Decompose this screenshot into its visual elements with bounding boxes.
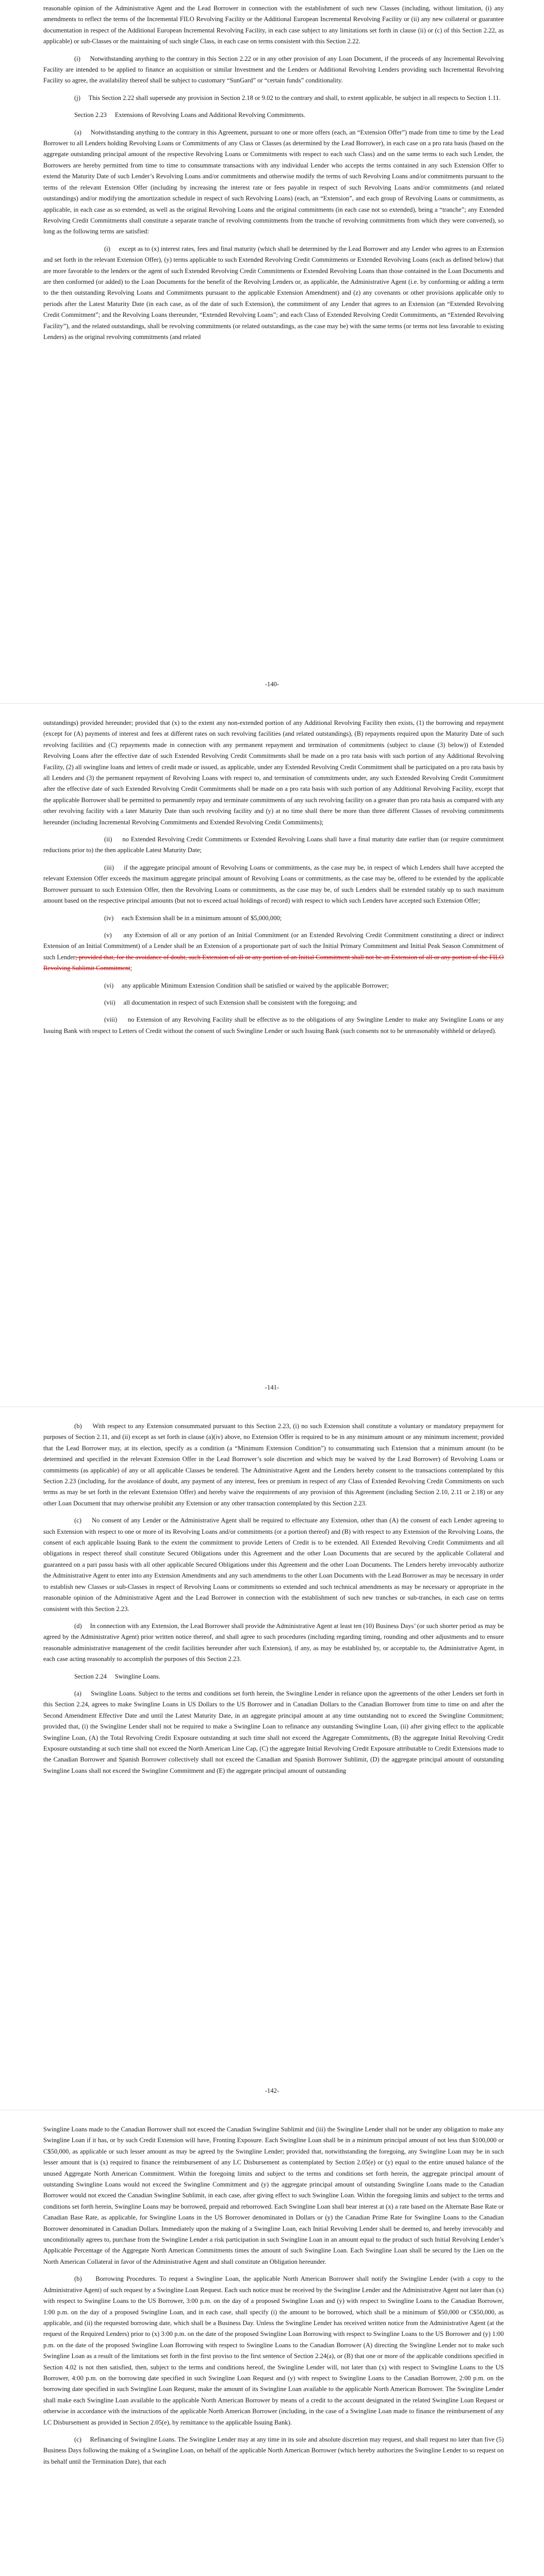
section-2-24-heading: Section 2.24 Swingline Loans. bbox=[74, 1672, 160, 1680]
page-number: -142- bbox=[265, 2087, 279, 2094]
page-142 bbox=[0, 1406, 544, 2110]
paragraph-2-23-c: (c) No consent of any Lender or the Administrative Agent shall be required to effectuate any Extension, other than (A) the consent of each Lender agreeing to such Extension with respect to one or more of its Revolving Loans and/or commitments (or a portion thereof) and (B) with respect to any Extension of the Revolving Loans, the consent of each applicable Issuing Bank to the extent the commitment to provide Letters of Credit is to be extended. All Extended Revolving Credit Commitments and all obligations in respect thereof shall constitute Secured Obligations under this Agreement and the other Loan Documents that are secured by the applicable Collateral and guaranteed on a pari passu basis with all other applicable Secured Obligations under this Agreement and the other Loan Documents. The Lenders hereby irrevocably authorize the Administrative Agent to enter into any Extension Amendments and any such amendments to the other Loan Documents with the Lead Borrower as may be necessary in order to establish new Classes or sub-Classes in respect of Revolving Loans or commitments so extended and such technical amendments as may be necessary or appropriate in the reasonable opinion of the Administrative Agent and the Lead Borrower in connection with the establishment of such new tranches or sub-tranches, in each case on terms consistent with this Section 2.23. bbox=[43, 1517, 504, 1613]
paragraph-2-23-a-ii: (ii) no Extended Revolving Credit Commitments or Extended Revolving Loans shall have a final maturity date earlier than (or require commitment reductions prior to) the then applicable Latest Maturity Date; bbox=[43, 836, 504, 854]
paragraph-2-23-a-i: (i) except as to (x) interest rates, fees and final maturity (which shall be determined by the Lead Borrower and any Lender who agrees to an Extension and set forth in the relevant Extension Offer), (y) terms applicable to such Extended Revolving Credit Commitments or Extended Revolving Loans (each as defined below) that are more favorable to the lenders or the agent of such Extended Revolving Credit Commitments or Extended Revolving Loans than those contained in the Loan Documents and are then conformed (or added) to the Loan Documents for the benefit of the Revolving Lenders or, as applicable, the Administrative Agent (i.e. by conforming or adding a term to the then outstanding Revolving Loans and Commitments pursuant to the applicable Extension Amendment) and (z) any covenants or other provisions applicable only to periods after the Latest Maturity Date (in each case, as of the date of such Extension), the commitment of any Lender that agrees to an Extension (an “Extended Revolving Credit Commitment”; and the Revolving Loans thereunder, “Extended Revolving Loans”; and each Class of Extended Revolving Credit Commitments, an “Extended Revolving Facility”), and the related outstandings, shall be revolving commitments (or related outstandings, as the case may be) with the same terms (or terms not less favorable to existing Lenders) as the original revolving commitments (and related bbox=[43, 245, 504, 341]
paragraph-continued: Swingline Loans made to the Canadian Borrower shall not exceed the Canadian Swingline Sublimit and (iii) the Swingline Lender shall not be under any obligation to make any Swingline Loan if it has, or by such Credit Extension will have, Fronting Exposure. Each Swingline Loan shall be in a minimum principal amount of not less than $100,000 or C$50,000, as applicable or such lesser amount as may be agreed by the Swingline Lender; provided that, notwithstanding the foregoing, any Swingline Loan may be in such lesser amount that is (x) required to finance the reimbursement of any LC Disbursement as contemplated by Section 2.05(e) or (y) equal to the entire unused balance of the unused Aggregate North American Commitment. Within the foregoing limits and subject to the terms and conditions set forth herein, the aggregate principal amount of outstanding Swingline Loans would not exceed the Swingline Commitment and (y) the aggregate principal amount of outstanding Swingline Loans made to the Canadian Borrower would not exceed the Canadian Swingline Sublimit, in each case, after giving effect to such Swingline Loan. Within the foregoing limits and subject to the terms and conditions set forth herein, Swingline Loans may be borrowed, prepaid and reborrowed. Each Swingline Loan shall bear interest at (x) a rate based on the Alternate Base Rate or Canadian Base Rate, as applicable, for Swingline Loans in the US Borrower denominated in Dollars or (y) the Canadian Prime Rate for Swingline Loans to the Canadian Borrower denominated in Canadian Dollars. Immediately upon the making of a Swingline Loan, each Initial Revolving Lender shall be deemed to, and hereby irrevocably and unconditionally agrees to, purchase from the Swingline Lender a risk participation in such Swingline Loan in an amount equal to the product of such Initial Revolving Lender’s Applicable Percentage of the Aggregate North American Commitments times the amount of such Swingline Loan. Each Swingline Loan shall be secured by the Lien on the North American Collateral in favor of the Administrative Agent and shall constitute an Obligation hereunder. bbox=[43, 2126, 504, 2265]
paragraph-2-23-d: (d) In connection with any Extension, the Lead Borrower shall provide the Administrative Agent at least ten (10) Business Days’ (or such shorter period as may be agreed by the Administrative Agent) prior written notice thereof, and shall agree to such procedures (including regarding timing, rounding and other adjustments and to ensure reasonable administrative management of the credit facilities hereunder after such Extension), if any, as may be established by, or acceptable to, the Administrative Agent, in each case acting reasonably to accomplish the purposes of this Section 2.23. bbox=[43, 1622, 504, 1663]
page-140 bbox=[0, 0, 544, 703]
paragraph-2-23-a-v-end: ; bbox=[130, 964, 133, 972]
paragraph-2-23-a-vi: (vi) any applicable Minimum Extension Condition shall be satisfied or waived by the applicable Borrower; bbox=[104, 981, 389, 989]
deleted-text: ; provided that, for the avoidance of doubt, such Extension of all or any portion of an Initial Commitment shall not be an Extension of all or any portion of the FILO Revolving Sublimit Commitment bbox=[43, 953, 504, 972]
paragraph-2-23-a-iv: (iv) each Extension shall be in a minimum amount of $5,000,000; bbox=[104, 914, 282, 922]
paragraph-2-24-a: (a) Swingline Loans. Subject to the terms and conditions set forth herein, the Swingline Lender in reliance upon the agreements of the other Lenders set forth in this Section 2.24, agrees to make Swingline Loans in US Dollars to the US Borrower and in Canadian Dollars to the Canadian Borrower from time to time on and after the Second Amendment Effective Date and until the Latest Maturity Date, in an aggregate principal amount at any time outstanding not to exceed the Swingline Commitment; provided that, (i) the Swingline Lender shall not be required to make a Swingline Loan to refinance any outstanding Swingline Loan, (ii) after giving effect to the applicable Swingline Loan, (A) the Total Revolving Credit Exposure outstanding at such time shall not exceed the Aggregate Commitments, (B) the aggregate Initial Revolving Credit Exposure outstanding at such time shall not exceed the North American Line Cap, (C) the aggregate Initial Revolving Credit Exposure attributable to Credit Extensions made to the Canadian Borrower and Spanish Borrower collectively shall not exceed the Canadian and Spanish Borrower Sublimit, (D) the aggregate principal amount of outstanding Swingline Loans shall not exceed the Swingline Commitment and (E) the aggregate principal amount of outstanding bbox=[43, 1689, 504, 1774]
paragraph-2-23-a-viii: (viii) no Extension of any Revolving Facility shall be effective as to the obligations of any Swingline Lender to make any Swingline Loans or any Issuing Bank with respect to Letters of Credit without the consent of such Swingline Lender or such Issuing Bank (such consents not to be unreasonably withheld or delayed). bbox=[43, 1016, 504, 1035]
paragraph-continued: outstandings) provided hereunder; provided that (x) to the extent any non-extended portion of any Additional Revolving Facility then exists, (1) the borrowing and repayment (except for (A) payments of interest and fees at different rates on such revolving facilities (and related outstandings), (B) repayments required upon the Maturity Date of such revolving facilities and (C) repayments made in connection with any permanent repayment and termination of commitments (subject to clause (3) below)) of Extended Revolving Loans after the effective date of such Extended Revolving Credit Commitments shall be made on a pro rata basis with such portion of any Additional Revolving Facility, (2) all swingline loans and letters of credit made or issued, as applicable, under any Extended Revolving Credit Commitment shall be participated on a pro rata basis by all Lenders and (3) the permanent repayment of Revolving Loans with respect to, and termination of commitments under, any such Extended Revolving Credit Commitment after the effective date of such Extended Revolving Credit Commitments shall be made on a pro rata basis with such portion of any Additional Revolving Facility, except that the applicable Borrower shall be permitted to permanently repay and terminate commitments of any such revolving facility on a greater than pro rata basis as compared with any other revolving facility with a later Maturity Date than such revolving facility and (y) at no time shall there be more than three different Classes of revolving commitments hereunder (including Incremental Revolving Commitments and Extended Revolving Credit Commitments); bbox=[43, 719, 504, 826]
page-number: -140- bbox=[265, 681, 279, 688]
paragraph-2-23-a-iii: (iii) if the aggregate principal amount of Revolving Loans or commitments, as the case may be, in respect of which Lenders shall have accepted the relevant Extension Offer exceeds the maximum aggregate principal amount of Revolving Loans or commitments, as the case may be, offered to be extended by the applicable Borrower pursuant to such Extension Offer, then the Revolving Loans or commitments, as the case may be, of such Lenders shall be extended ratably up to such maximum amount based on the respective principal amounts (but not to exceed actual holdings of record) with respect to which such Lenders have accepted such Extension Offer; bbox=[43, 863, 504, 905]
paragraph-2-22-j: (j) This Section 2.22 shall supersede any provision in Section 2.18 or 9.02 to the contrary and shall, to extent applicable, be subject in all respects to Section 1.11. bbox=[74, 94, 501, 101]
page-140-body bbox=[43, 3, 504, 349]
paragraph-2-23-a-v-text: (v) any Extension of all or any portion of an Initial Commitment (or an Extended Revolving Credit Commitment constituting a direct or indirect Extension of an Initial Commitment) of a Lender shall be an Extension of a proportionate part of such the Initial Primary Commitment and Initial Peak Season Commitment of such Lender bbox=[43, 931, 504, 961]
paragraph-2-22-i: (i) Notwithstanding anything to the contrary in this Section 2.22 or in any other provision of any Loan Document, if the proceeds of any Incremental Revolving Facility are intended to be applied to finance an acquisition or similar Investment and the Lenders or Additional Revolving Lenders providing such Incremental Revolving Facility so agree, the availability thereof shall be subject to customary “SunGard” or “certain funds” conditionality. bbox=[43, 55, 504, 84]
paragraph-2-24-b: (b) Borrowing Procedures. To request a Swingline Loan, the applicable North American Borrower shall notify the Swingline Lender (with a copy to the Administrative Agent) of such request by a Swingline Loan Request. Each such notice must be received by the Swingline Lender and the Administrative Agent not later than (x) with respect to Swingline Loans to the US Borrower, 3:00 p.m. on the day of a proposed Swingline Loan and (y) with respect to Swingline Loans to the Canadian Borrower, 1:00 p.m. on the day of a proposed Swingline Loan, and in each case, shall specify (i) the amount to be borrowed, which shall be a minimum of $50,000 or C$50,000, as applicable, and (ii) the requested borrowing date, which shall be a Business Day. Unless the Swingline Lender has received written notice from the Administrative Agent (at the request of the Required Lenders) prior to (x) 3:00 p.m. on the date of the proposed Swingline Loan Borrowing with respect to Swingline Loans to the US Borrower and (y) 1:00 p.m. on the date of the proposed Swingline Loan Borrowing with respect to Swingline Loans to the Canadian Borrower (A) directing the Swingline Lender not to make such Swingline Loan as a result of the limitations set forth in the first proviso to the first sentence of Section 2.24(a), or (B) that one or more of the applicable conditions specified in Section 4.02 is not then satisfied, then, subject to the terms and conditions hereof, the Swingline Lender will, not later than (x) with respect to Swingline Loans to the US Borrower, 4:00 p.m. on the borrowing date specified in such Swingline Loan Request and (y) with respect to Swingline Loans to the Canadian Borrower, 2:00 p.m. on the borrowing date specified in such Swingline Loan Request, make the amount of its Swingline Loan available to the applicable North American Borrower. The Swingline Lender shall make each Swingline Loan available to the applicable North American Borrower by means of a credit to the account designated in the related Swingline Loan Request or otherwise in accordance with the instructions of the applicable North American Borrower (including, in the case of a Swingline Loan made to finance the reimbursement of any LC Disbursement as provided in Section 2.05(e), by remittance to the applicable Issuing Bank). bbox=[43, 2275, 504, 2426]
paragraph-2-23-a-v bbox=[43, 930, 504, 974]
paragraph-2-23-a-vii: (vii) all documentation in respect of such Extension shall be consistent with the foregoing; and bbox=[104, 998, 357, 1006]
paragraph-2-24-c: (c) Refinancing of Swingline Loans. The Swingline Lender may at any time in its sole and absolute discretion may request, and shall request no later than five (5) Business Days following the making of a Swingline Loan, on behalf of the applicable North American Borrower (which hereby authorizes the Swingline Lender to so request on its behalf until the Termination Date), that each bbox=[43, 2435, 504, 2465]
page-number: -141- bbox=[265, 1384, 279, 1391]
paragraph-2-23-b: (b) With respect to any Extension consummated pursuant to this Section 2.23, (i) no such Extension shall constitute a voluntary or mandatory prepayment for purposes of Section 2.11, and (ii) except as set forth in clause (a)(iv) above, no Extension Offer is required to be in any minimum amount or any minimum increment; provided that the Lead Borrower may, at its election, specify as a condition (a “Minimum Extension Condition”) to consummating such Extension that a minimum amount (to be determined and specified in the relevant Extension Offer in the Lead Borrower’s sole discretion and which may be waived by the Lead Borrower) of Revolving Loans or commitments (as applicable) of any or all applicable Classes be tendered. The Administrative Agent and the Lenders hereby consent to the transactions contemplated by this Section 2.23 (including, for the avoidance of doubt, any payment of any interest, fees or premium in respect of any Class of Extended Revolving Credit Commitments on such terms as may be set forth in the relevant Extension Offer) and hereby waive the requirements of any provision of this Agreement (including Section 2.10, 2.11 or 2.18) or any other Loan Document that may otherwise prohibit any Extension or any other transaction contemplated by this Section 2.23. bbox=[43, 1422, 504, 1507]
page-143-body bbox=[43, 2124, 504, 2473]
page-141-body bbox=[43, 718, 504, 1043]
paragraph-continued: reasonable opinion of the Administrative Agent and the Lead Borrower in connection with the establishment of such new Classes (including, without limitation, (i) any amendments to reflect the terms of the Incremental FILO Revolving Facility or the Additional European Incremental Revolving Facility or (ii) any new collateral or guarantee documentation in respect of the Additional European Incremental Revolving Facility, in each case subject to any limitations set forth in clause (ii) or (c) of this Section 2.22, as applicable) or sub-Classes or the maintaining of such single Class, in each case on terms consistent with this Section 2.22. bbox=[43, 5, 504, 45]
page-142-body bbox=[43, 1421, 504, 1783]
section-2-23-heading: Section 2.23 Extensions of Revolving Loans and Additional Revolving Commitments. bbox=[74, 111, 306, 119]
page-141 bbox=[0, 703, 544, 1406]
page-143 bbox=[0, 2110, 544, 2576]
paragraph-2-23-a: (a) Notwithstanding anything to the contrary in this Agreement, pursuant to one or more offers (each, an “Extension Offer”) made from time to time by the Lead Borrower to all Lenders holding Revolving Loans or Commitments of any Class or Classes (as determined by the Lead Borrower), in each case on a pro rata basis (based on the aggregate outstanding principal amount of the respective Revolving Loans or Commitments with respect to each such Class) and on the same terms to each such Lender, the Borrowers are hereby permitted from time to time to consummate transactions with any individual Lender who accepts the terms contained in any such Extension Offer to extend the Maturity Date of such Lender’s Revolving Loans and/or commitments and otherwise modify the terms of such Revolving Loans and/or commitments pursuant to the terms of the relevant Extension Offer (including by increasing the interest rate or fees payable in respect of such Revolving Loans and/or commitments (and related outstandings) and/or modifying the amortization schedule in respect of such Revolving Loans) (each, an “Extension”, and each group of Revolving Loans or commitments, as applicable, in each case as so extended, as well as the original Revolving Loans and the original commitments (in each case not so extended), being a “tranche”; any Extended Revolving Credit Commitments shall constitute a separate tranche of revolving commitments from the tranche of revolving commitments from which they were converted), so long as the following terms are satisfied: bbox=[43, 128, 504, 235]
